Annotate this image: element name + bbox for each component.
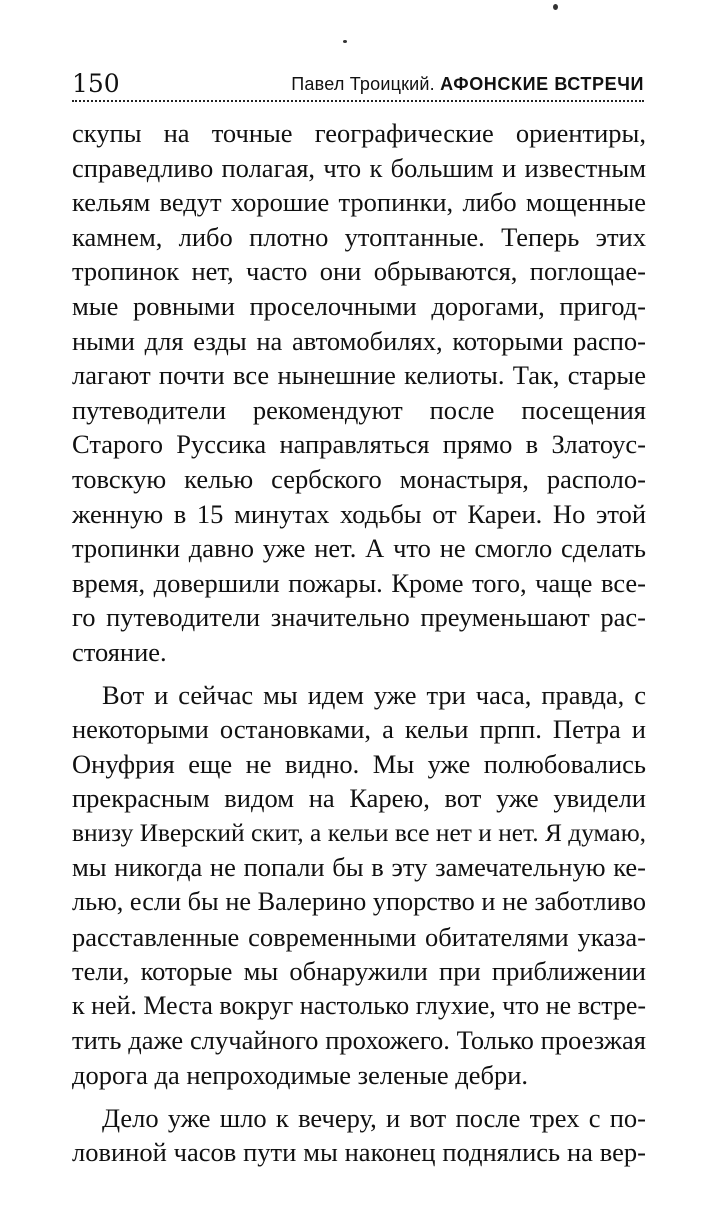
text-line: Онуфрия еще не видно. Мы уже полюбовались bbox=[72, 748, 646, 779]
text-line: дорога да непроходимые зеленые дебри. bbox=[72, 1060, 529, 1091]
text-line: время, довершили пожары. Кроме того, чаще все- bbox=[72, 567, 646, 598]
text-line: скупы на точные географические ориентиры, bbox=[72, 118, 646, 148]
paragraph-1 bbox=[72, 116, 646, 670]
text-line: кельям ведут хорошие тропинки, либо мощенные bbox=[72, 187, 646, 218]
text-line: камнем, либо плотно утоптанные. Теперь этих bbox=[72, 221, 646, 252]
paragraph-gap bbox=[72, 1093, 646, 1101]
page-number: 150 bbox=[72, 69, 120, 98]
text-line: тропинки давно уже нет. А что не смогло сделать bbox=[72, 533, 646, 564]
text-line: тели, которые мы обнаружили при приближении bbox=[72, 956, 646, 987]
text-line: расставленные современными обитателями указа- bbox=[72, 921, 646, 952]
header-rule bbox=[72, 100, 644, 102]
running-header bbox=[72, 64, 644, 100]
text-line: тропинок нет, часто они обрываются, поглощае- bbox=[72, 256, 646, 287]
text-line: внизу Иверский скит, а кельи все нет и нет. Я думаю, bbox=[72, 818, 646, 847]
text-line: прекрасным видом на Карею, вот уже увидели bbox=[72, 783, 646, 814]
body-text bbox=[72, 116, 646, 1170]
text-line: женную в 15 минутах ходьбы от Кареи. Но этой bbox=[72, 498, 646, 529]
text-line: лью, если бы не Валерино упорство и не заботливо bbox=[72, 887, 646, 917]
text-line: стояние. bbox=[72, 636, 167, 667]
paragraph-gap bbox=[72, 670, 646, 678]
text-line: товскую келью сербского монастыря, располо- bbox=[72, 463, 646, 494]
text-line: к ней. Места вокруг настолько глухие, что не встре- bbox=[72, 990, 646, 1020]
text-line: некоторыми остановками, а кельи прпп. Петра и bbox=[72, 714, 646, 745]
text-line: мые ровными проселочными дорогами, пригод- bbox=[72, 290, 646, 321]
running-head bbox=[291, 73, 644, 95]
text-line: мы никогда не попали бы в эту замечательную ке- bbox=[72, 852, 646, 883]
text-line: лагают почти все нынешние келиоты. Так, старые bbox=[72, 360, 646, 391]
author-name: Павел Троицкий. bbox=[291, 74, 435, 94]
scan-speck bbox=[343, 40, 347, 43]
text-line: Старого Руссика направляться прямо в Златоус- bbox=[72, 429, 646, 460]
text-line: тить даже случайного прохожего. Только проезжая bbox=[72, 1025, 646, 1056]
text-line: го путеводители значительно преуменьшают рас- bbox=[72, 602, 646, 633]
text-line: ловиной часов пути мы наконец поднялись на вер- bbox=[72, 1137, 646, 1168]
text-line: путеводители рекомендуют после посещения bbox=[72, 394, 646, 425]
text-line: справедливо полагая, что к большим и известным bbox=[72, 152, 646, 183]
book-title: АФОНСКИЕ ВСТРЕЧИ bbox=[440, 74, 644, 94]
text-line: Вот и сейчас мы идем уже три часа, правда, с bbox=[102, 679, 646, 710]
paragraph-3 bbox=[72, 1101, 646, 1170]
scan-speck bbox=[553, 4, 558, 10]
paragraph-2 bbox=[72, 678, 646, 1093]
text-line: ными для езды на автомобилях, которыми распо- bbox=[72, 325, 646, 356]
text-line: Дело уже шло к вечеру, и вот после трех с по- bbox=[102, 1102, 646, 1133]
